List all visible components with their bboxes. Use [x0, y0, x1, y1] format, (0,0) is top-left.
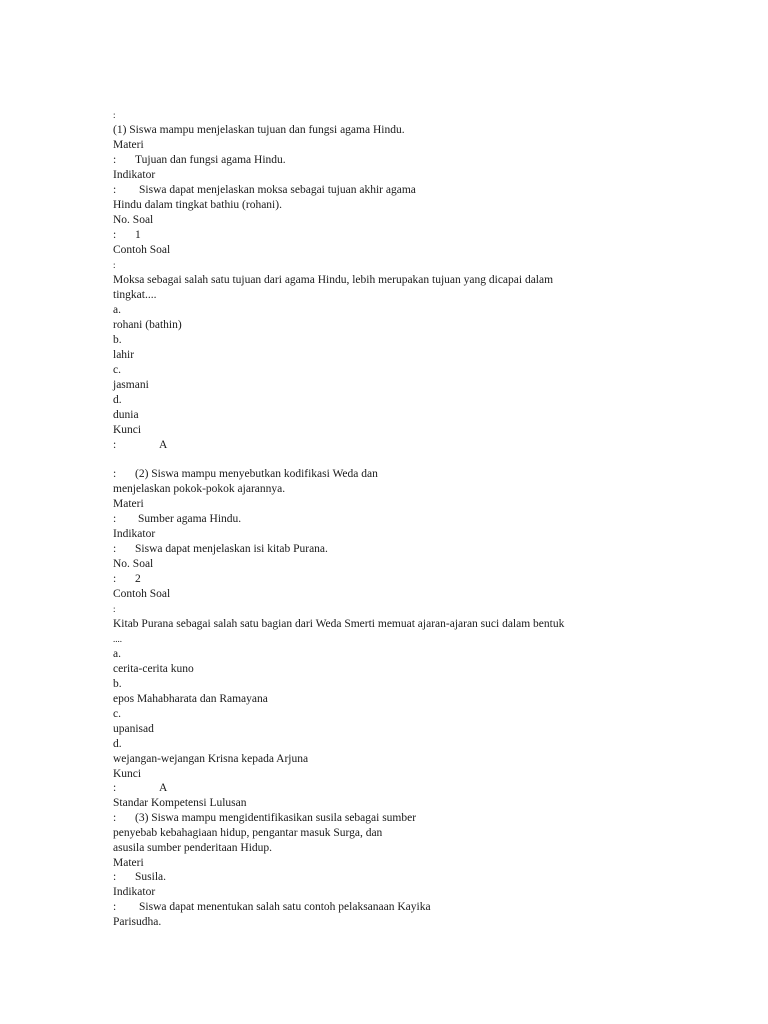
- indikator-row: [113, 900, 431, 914]
- option-letter: a.: [113, 648, 121, 660]
- option-letter: c.: [113, 364, 121, 376]
- colon-mark: :: [113, 513, 117, 525]
- materi-value: Tujuan dan fungsi agama Hindu.: [135, 154, 286, 166]
- materi-value-row: [113, 870, 166, 884]
- indikator-row: [113, 542, 328, 556]
- colon-mark: :: [113, 439, 117, 451]
- indikator-label: Indikator: [113, 528, 156, 540]
- colon-mark: :: [113, 782, 117, 794]
- indikator-line: Siswa dapat menjelaskan moksa sebagai tujuan akhir agama: [139, 184, 416, 196]
- indikator-line: Siswa dapat menentukan salah satu contoh pelaksanaan Kayika: [139, 901, 431, 913]
- competency-line: asusila sumber penderitaan Hidup.: [113, 842, 273, 854]
- colon-mark: :: [113, 260, 116, 270]
- answer-option: wejangan-wejangan Krisna kepada Arjuna: [113, 753, 309, 765]
- materi-value: Susila.: [135, 871, 166, 883]
- colon-mark: :: [113, 573, 117, 585]
- answer-option: rohani (bathin): [113, 319, 182, 331]
- question-line: tingkat....: [113, 289, 157, 301]
- option-letter: d.: [113, 394, 122, 406]
- answer-option: epos Mahabharata dan Ramayana: [113, 693, 268, 705]
- competency-line: (2) Siswa mampu menyebutkan kodifikasi Weda dan: [135, 468, 378, 480]
- no-soal-value: 1: [135, 229, 141, 241]
- colon-mark: :: [113, 543, 117, 555]
- no-soal-row: [113, 572, 141, 586]
- materi-value-row: [113, 153, 286, 167]
- colon-mark: :: [113, 871, 117, 883]
- no-soal-row: [113, 228, 141, 242]
- kunci-value: A: [159, 782, 168, 794]
- answer-option: lahir: [113, 349, 135, 361]
- colon-mark: :: [113, 812, 117, 824]
- question-line: ....: [113, 634, 122, 644]
- question-line: Kitab Purana sebagai salah satu bagian dari Weda Smerti memuat ajaran-ajaran suci dalam bentuk: [113, 618, 565, 630]
- kunci-label: Kunci: [113, 768, 142, 780]
- standar-label: Standar Kompetensi Lulusan: [113, 797, 247, 809]
- kunci-value: A: [159, 439, 168, 451]
- materi-value-row: [113, 512, 241, 526]
- no-soal-value: 2: [135, 573, 141, 585]
- answer-option: jasmani: [113, 379, 149, 391]
- option-letter: b.: [113, 334, 122, 346]
- indikator-label: Indikator: [113, 886, 156, 898]
- competency-line: penyebab kebahagiaan hidup, pengantar masuk Surga, dan: [113, 827, 383, 839]
- competency-line: (3) Siswa mampu mengidentifikasikan susila sebagai sumber: [135, 812, 417, 824]
- indikator-line: Hindu dalam tingkat bathiu (rohani).: [113, 199, 282, 211]
- competency-row: [113, 811, 416, 825]
- competency-row: [113, 467, 378, 481]
- no-soal-label: No. Soal: [113, 558, 154, 570]
- option-letter: c.: [113, 708, 121, 720]
- option-letter: b.: [113, 678, 122, 690]
- indikator-label: Indikator: [113, 169, 156, 181]
- indikator-line: Parisudha.: [113, 916, 162, 928]
- kunci-row: [113, 438, 167, 452]
- materi-value: Sumber agama Hindu.: [138, 513, 242, 525]
- kunci-row: [113, 781, 167, 795]
- colon-mark: :: [113, 229, 117, 241]
- answer-option: cerita-cerita kuno: [113, 663, 194, 675]
- contoh-soal-label: Contoh Soal: [113, 588, 171, 600]
- option-letter: d.: [113, 738, 122, 750]
- kunci-label: Kunci: [113, 424, 142, 436]
- colon-mark: :: [113, 901, 117, 913]
- materi-label: Materi: [113, 857, 144, 869]
- indikator-row: [113, 183, 416, 197]
- competency-line: menjelaskan pokok-pokok ajarannya.: [113, 483, 286, 495]
- option-letter: a.: [113, 304, 121, 316]
- answer-option: upanisad: [113, 723, 154, 735]
- colon-mark: :: [113, 468, 117, 480]
- no-soal-label: No. Soal: [113, 214, 154, 226]
- contoh-soal-label: Contoh Soal: [113, 244, 171, 256]
- indikator-line: Siswa dapat menjelaskan isi kitab Purana.: [135, 543, 328, 555]
- colon-mark: :: [113, 604, 116, 614]
- competency-line: (1) Siswa mampu menjelaskan tujuan dan fungsi agama Hindu.: [113, 124, 405, 136]
- colon-mark: :: [113, 184, 117, 196]
- colon-mark: :: [113, 110, 116, 120]
- materi-label: Materi: [113, 498, 144, 510]
- materi-label: Materi: [113, 139, 144, 151]
- colon-mark: :: [113, 154, 117, 166]
- answer-option: dunia: [113, 409, 139, 421]
- question-line: Moksa sebagai salah satu tujuan dari agama Hindu, lebih merupakan tujuan yang dicapai dalam: [113, 274, 554, 286]
